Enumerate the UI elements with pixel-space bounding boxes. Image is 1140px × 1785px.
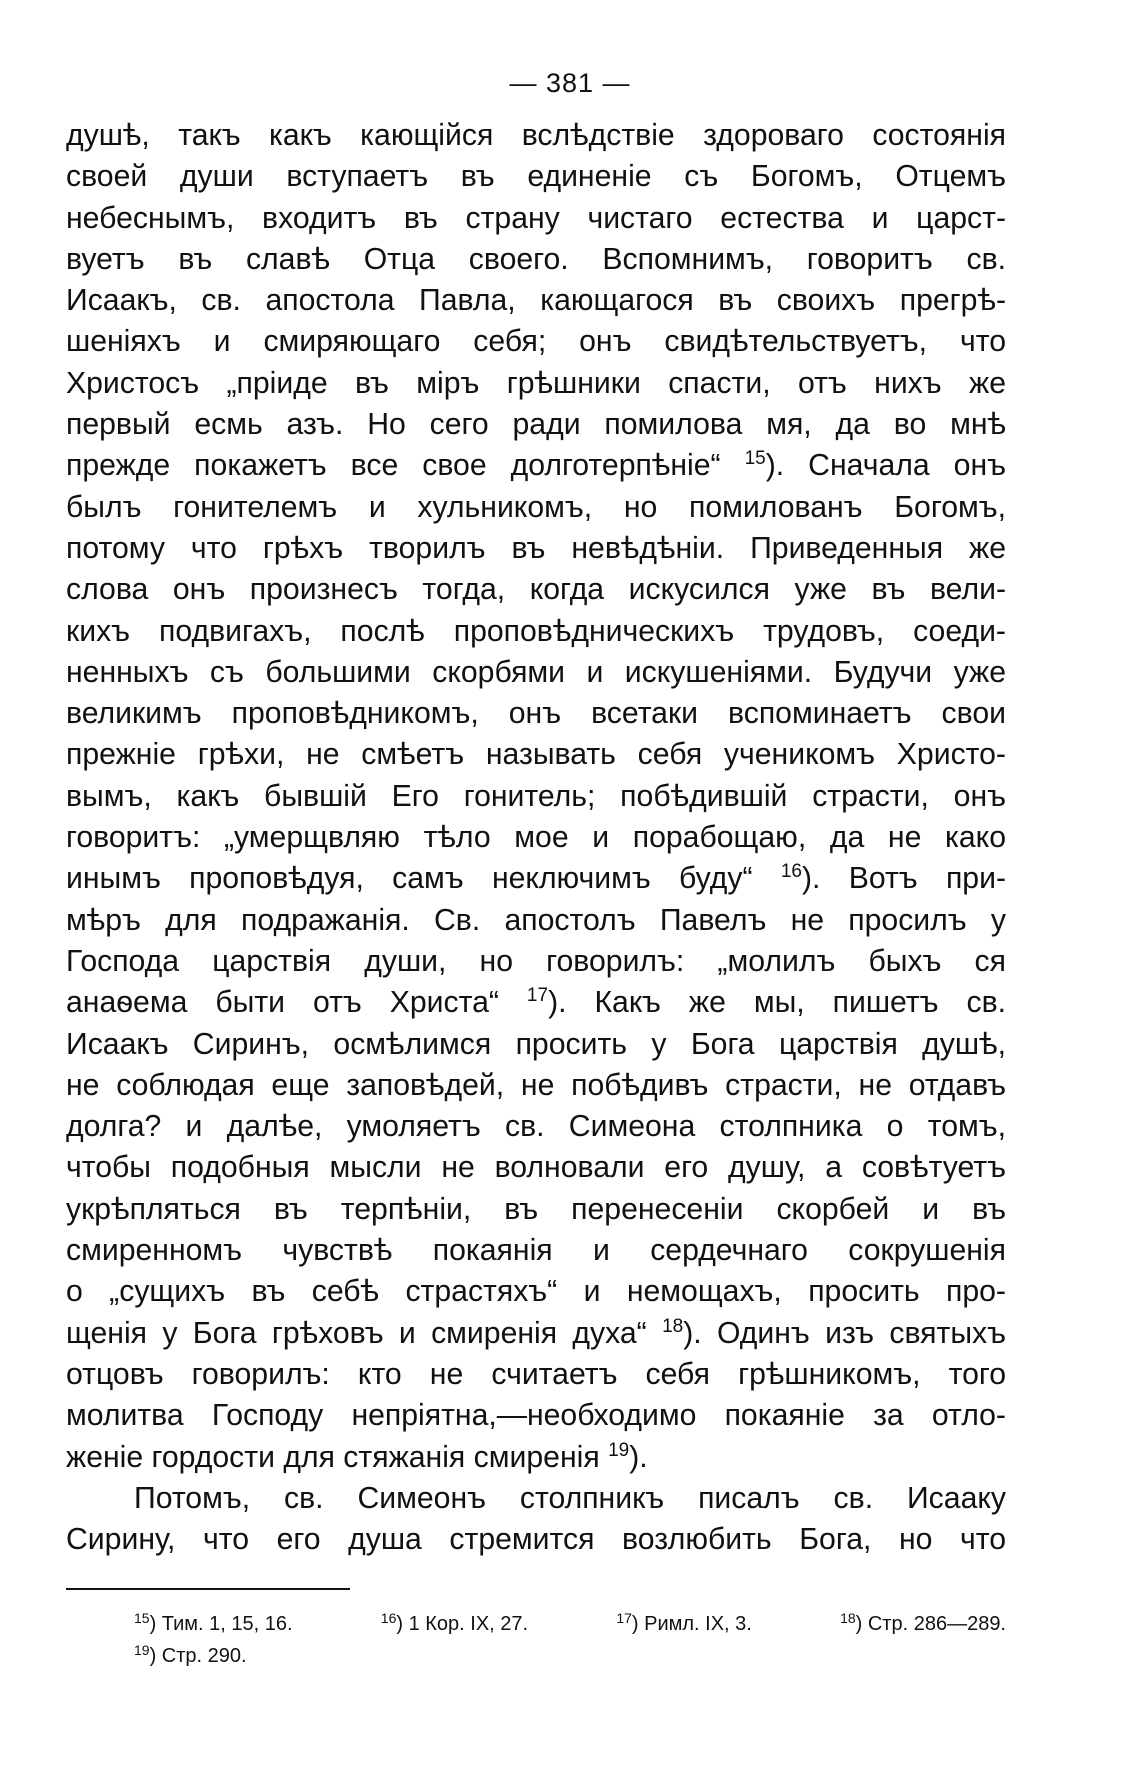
text-line: отцовъ говорилъ: кто не считаетъ себя грѣшникомъ, того (66, 1357, 1006, 1391)
footnote-ref: 18 (662, 1315, 684, 1337)
footnote-ref: 17 (526, 985, 549, 1007)
text-line: инымъ проповѣдуя, самъ неключимъ буду“ $^{16}$). Вотъ при- (66, 861, 1007, 896)
text-line: молитва Господу непріятна,—необходимо покаяніе за отло- (66, 1399, 1006, 1433)
text-line: вуетъ въ славѣ Отца своего. Вспомнимъ, говоритъ св. (66, 242, 1006, 276)
text-line: своей души вступаетъ въ единеніе съ Богомъ, Отцемъ (66, 160, 1006, 194)
text-line: Исаакъ Сиринъ, осмѣлимся просить у Бога царствія душѣ, (66, 1027, 1006, 1061)
footnote-divider (66, 1588, 350, 1590)
text-line: Исаакъ, св. апостола Павла, кающагося въ своихъ прегрѣ- (66, 284, 1006, 318)
text-line: кихъ подвигахъ, послѣ проповѣдническихъ трудовъ, соеди- (66, 614, 1006, 648)
body-text (66, 115, 1006, 1560)
text-line: женіе гордости для стяжанія смиренія $^{19}$). (66, 1439, 648, 1474)
text-line: первый есмь азъ. Но сего ради помилова мя, да во мнѣ (66, 408, 1006, 442)
text-line: былъ гонителемъ и хульникомъ, но помилованъ Богомъ, (66, 490, 1006, 524)
footnote-16: $^{16}$) 1 Кор. IX, 27. (380, 1610, 529, 1635)
paragraph-start-line: Потомъ, св. Симеонъ столпникъ писалъ св. Исааку (134, 1481, 1006, 1515)
text-line: щенія у Бога грѣховъ и смиренія духа“ $^{18}$). Одинъ изъ святыхъ (66, 1315, 1006, 1350)
page-number: — 381 — (509, 68, 631, 98)
text-line: душѣ, такъ какъ кающійся вслѣдствіе здороваго состоянія (66, 119, 1006, 152)
footnote-ref: 19 (608, 1439, 630, 1461)
text-line: не соблюдая еще заповѣдей, не побѣдивъ страсти, не отдавъ (66, 1068, 1006, 1102)
footnote-17: $^{17}$) Римл. IX, 3. (616, 1610, 752, 1635)
text-line: о „сущихъ въ себѣ страстяхъ“ и немощахъ, просить про- (66, 1275, 1006, 1309)
text-line: мѣръ для подражанія. Св. апостолъ Павелъ не просилъ у (66, 903, 1006, 937)
text-line: Господа царствія души, но говорилъ: „молилъ быхъ ся (66, 944, 1006, 978)
footnote-ref: 16 (780, 861, 802, 883)
text-line: анаѳема быти отъ Христа“ $^{17}$). Какъ же мы, пишетъ св. (66, 985, 1006, 1020)
text-line: долга? и далѣе, умоляетъ св. Симеона столпника о томъ, (66, 1110, 1006, 1144)
text-line: Христосъ „пріиде въ міръ грѣшники спасти, отъ нихъ же (66, 366, 1006, 400)
text-line: смиренномъ чувствѣ покаянія и сердечнаго сокрушенія (66, 1234, 1006, 1268)
text-line: слова онъ произнесъ тогда, когда искусился уже въ вели- (66, 573, 1006, 607)
text-line: укрѣпляться въ терпѣніи, въ перенесеніи скорбей и въ (66, 1192, 1006, 1226)
text-line: потому что грѣхъ творилъ въ невѣдѣніи. Приведенныя же (66, 531, 1006, 565)
text-line: ненныхъ съ большими скорбями и искушеніями. Будучи уже (66, 655, 1006, 689)
footnote-ref: 15 (744, 448, 766, 470)
text-line: прежде покажетъ все свое долготерпѣніе“ $^{15}$). Сначала онъ (66, 448, 1007, 483)
footnotes (66, 1608, 1006, 1672)
footnote-19: $^{19}$) Стр. 290. (134, 1642, 247, 1667)
footnote-row (66, 1608, 1006, 1640)
text-line: великимъ проповѣдникомъ, онъ всетаки вспоминаетъ свои (66, 697, 1006, 731)
text-line: Сирину, что его душа стремится возлюбить Бога, но что (66, 1523, 1006, 1557)
text-line: вымъ, какъ бывшій Его гонитель; побѣдившій страсти, онъ (66, 779, 1006, 813)
text-line: чтобы подобныя мысли не волновали его душу, а совѣтуетъ (66, 1151, 1006, 1185)
text-line: шеніяхъ и смиряющаго себя; онъ свидѣтельствуетъ, что (66, 325, 1006, 359)
footnote-18: $^{18}$) Стр. 286—289. (840, 1610, 1006, 1635)
text-line: небеснымъ, входитъ въ страну чистаго естества и царст- (66, 201, 1006, 235)
text-line: прежніе грѣхи, не смѣетъ называть себя ученикомъ Христо- (66, 738, 1006, 772)
footnote-15: $^{15}$) Тим. 1, 15, 16. (134, 1610, 293, 1635)
text-line: говоритъ: „умерщвляю тѣло мое и порабощаю, да не како (66, 821, 1006, 855)
